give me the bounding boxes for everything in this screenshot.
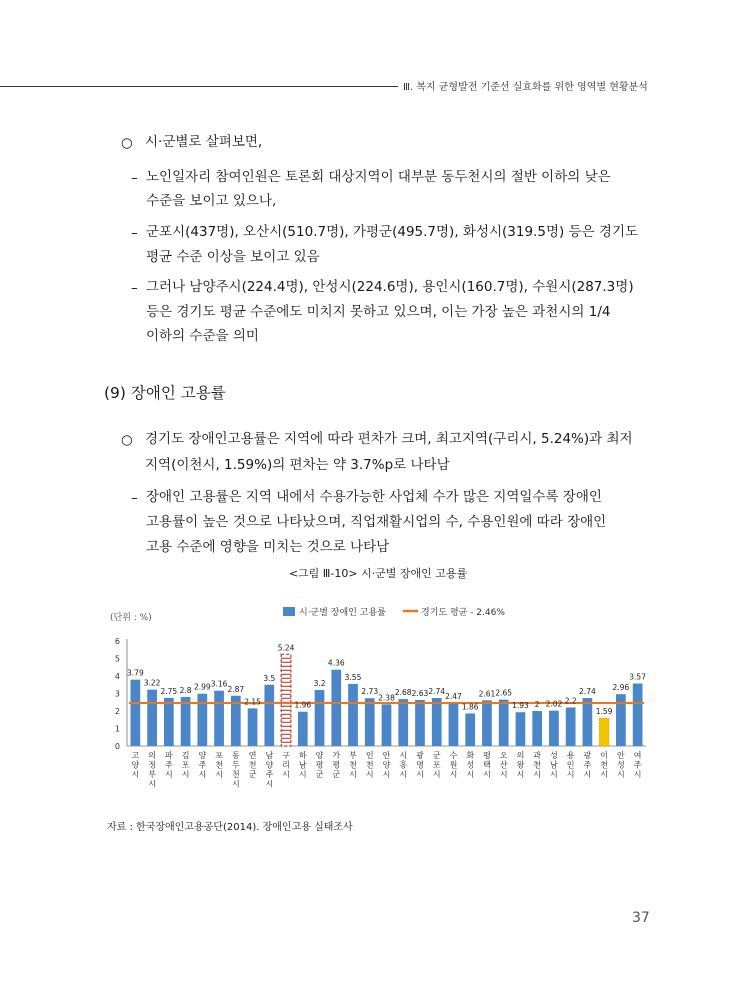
category-label: 수 원 시	[449, 751, 458, 779]
category-label: 가 평 군	[332, 751, 341, 779]
category-label: 안 양 시	[382, 751, 391, 779]
bar-value-label: 2.8	[179, 686, 192, 695]
bar	[449, 703, 459, 746]
dash-item-3-line3: 이하의 수준을 의미	[146, 328, 259, 344]
bar-value-label: 2.38	[378, 693, 395, 703]
dash-item-3-line2: 등은 경기도 평균 수준에도 미치지 못하고 있으며, 이는 가장 높은 과천시의 1/4	[146, 304, 611, 320]
bar-value-label: 1.86	[461, 702, 479, 712]
bar-value-label: 2.61	[478, 689, 496, 699]
bar	[164, 698, 174, 746]
bar-value-label: 3.5	[263, 673, 276, 683]
category-label: 오 산 시	[499, 751, 508, 779]
category-label: 연 천 군	[248, 751, 257, 779]
category-label: 동 두 천 시	[231, 751, 240, 789]
dash-item-2-line2: 평균 수준 이상을 보이고 있음	[146, 249, 320, 265]
page-number: 37	[632, 910, 650, 926]
header-rule	[0, 86, 398, 87]
bar	[549, 711, 559, 746]
category-label: 용 인 시	[566, 751, 575, 779]
bar-value-label: 2.96	[612, 683, 630, 693]
y-tick-label: 6	[114, 637, 120, 646]
bar-value-label: 3.55	[344, 672, 362, 682]
category-label: 구 리 시	[282, 751, 290, 779]
running-title: Ⅲ. 복지 균형발전 기준선 실효화를 위한 영역별 현황분석	[403, 82, 648, 93]
category-label: 양 주 시	[198, 751, 207, 779]
bar	[583, 698, 593, 746]
dash-item-1-line2: 수준을 보이고 있으나,	[146, 193, 277, 209]
paragraph-intro: 시·군별로 살펴보면,	[145, 134, 263, 150]
bar	[147, 690, 157, 746]
category-label: 김 포 시	[181, 751, 190, 779]
bar-value-label: 2.68	[394, 688, 412, 698]
bar	[264, 685, 274, 746]
dash-item-3-line1: 그러나 남양주시(224.4명), 안성시(224.6명), 용인시(160.7명), 수원시(287.3명)	[146, 279, 634, 295]
y-tick-label: 4	[114, 672, 120, 681]
category-label: 군 포 시	[432, 751, 441, 779]
dash-item-2-line1: 군포시(437명), 오산시(510.7명), 가평군(495.7명), 화성시(319.5명) 등은 경기도	[146, 224, 639, 240]
legend-bar-swatch	[283, 607, 295, 616]
y-tick-label: 2	[114, 707, 120, 716]
category-label: 의 왕 시	[516, 751, 525, 779]
dash-bullet: –	[131, 280, 138, 296]
category-label: 이 천 시	[600, 751, 609, 779]
bar-value-label: 2.65	[495, 688, 513, 698]
employment-rate-chart	[0, 590, 756, 820]
category-label: 하 남 시	[298, 751, 307, 779]
y-tick-label: 3	[114, 689, 120, 699]
y-tick-label: 1	[114, 724, 120, 734]
dash-bullet: –	[131, 170, 138, 186]
category-label: 광 명 시	[416, 751, 424, 779]
category-label: 성 남 시	[550, 751, 558, 779]
bar-max	[281, 654, 291, 746]
bar	[197, 694, 207, 746]
category-label: 파 주 시	[164, 751, 173, 779]
bar-value-label: 3.16	[210, 679, 228, 689]
bar	[382, 704, 392, 746]
bar	[566, 708, 576, 747]
category-label: 부 천 시	[349, 751, 357, 779]
bar-value-label: 2.87	[227, 684, 245, 694]
category-label: 남 양 주 시	[265, 751, 274, 789]
bar	[214, 691, 224, 746]
category-label: 안 성 시	[617, 751, 625, 779]
bullet-circle: ○	[121, 135, 133, 151]
bar	[398, 699, 408, 746]
bar	[516, 712, 526, 746]
bar	[365, 698, 375, 746]
bar-value-label: 2.74	[428, 687, 446, 697]
paragraph-employment-line2: 지역(이천시, 1.59%)의 편차는 약 3.7%p로 나타남	[145, 457, 450, 473]
y-tick-label: 0	[114, 742, 120, 751]
bar-value-label: 1.96	[294, 700, 312, 710]
bar	[415, 700, 425, 746]
bar-min	[599, 718, 609, 746]
bar	[131, 680, 141, 746]
bar-value-label: 5.24	[277, 643, 295, 653]
dash-item-4-line3: 고용 수준에 영향을 미치는 것으로 나타남	[146, 539, 390, 555]
category-label: 고 양 시	[131, 751, 140, 779]
bar-value-label: 3.22	[143, 678, 161, 688]
bar-value-label: 2.02	[545, 699, 563, 709]
bar	[181, 697, 191, 746]
bar	[348, 684, 358, 746]
bar	[248, 708, 258, 746]
category-label: 시 흥 시	[399, 751, 408, 779]
bar-value-label: 2.47	[445, 691, 462, 701]
bar-value-label: 4.36	[327, 658, 345, 668]
bar	[499, 700, 509, 746]
bar	[331, 670, 341, 746]
bar-value-label: 1.93	[512, 701, 529, 711]
bar-value-label: 2.75	[160, 686, 178, 696]
bar	[298, 712, 308, 746]
dash-item-4-line2: 고용률이 높은 것으로 나타났으며, 직업재활시업의 수, 수용인원에 따라 장애인	[146, 514, 607, 530]
bar-value-label: 2	[534, 700, 540, 709]
category-label: 인 천 시	[365, 751, 374, 779]
section-title: (9) 장애인 고용률	[104, 384, 226, 402]
bar-value-label: 2.74	[579, 687, 596, 697]
legend-line-label: 경기도 평균 - 2.46%	[421, 608, 505, 618]
category-label: 포 천 시	[215, 751, 223, 779]
bar-value-label: 2.73	[361, 687, 379, 697]
figure-caption: <그림 Ⅲ-10> 시·군별 장애인 고용률	[288, 567, 468, 580]
bar	[315, 690, 325, 746]
paragraph-employment-line1: 경기도 장애인고용률은 지역에 따라 편차가 크며, 최고지역(구리시, 5.24%)과 최저	[145, 431, 633, 447]
category-label: 여 주 시	[633, 751, 642, 779]
bar-value-label: 2.99	[193, 682, 211, 692]
category-label: 과 천 시	[533, 751, 542, 779]
chart-unit-label: (단위 : %)	[110, 613, 152, 623]
bar	[482, 700, 492, 746]
bar-value-label: 3.57	[629, 672, 646, 682]
bar-value-label: 2.2	[564, 696, 577, 706]
bar-value-label: 1.59	[595, 707, 613, 717]
category-label: 의 정 부 시	[148, 751, 156, 789]
y-tick-label: 5	[114, 654, 120, 664]
bar-value-label: 3.79	[127, 668, 144, 678]
bar	[633, 684, 643, 746]
legend-bar-label: 시·군별 장애인 고용률	[299, 608, 386, 618]
category-label: 양 평 군	[315, 751, 324, 779]
bar-value-label: 3.2	[313, 679, 326, 688]
bullet-circle: ○	[121, 432, 133, 448]
bar	[532, 711, 542, 746]
category-label: 화 성 시	[466, 751, 475, 779]
bar-value-label: 2.63	[411, 688, 429, 698]
bar	[432, 698, 442, 746]
category-label: 광 주 시	[583, 751, 592, 779]
dash-bullet: –	[131, 490, 138, 506]
source-note: 자료 : 한국장애인고용공단(2014). 장애인고용 실태조사	[107, 822, 353, 833]
dash-bullet: –	[131, 225, 138, 241]
dash-item-4-line1: 장애인 고용률은 지역 내에서 수용가능한 사업체 수가 많은 지역일수록 장애인	[146, 489, 602, 505]
dash-item-1-line1: 노인일자리 참여인원은 토론회 대상지역이 대부분 동두천시의 절반 이하의 낮은	[146, 169, 611, 185]
category-label: 평 택 시	[483, 751, 491, 779]
bar-value-label: 2.15	[244, 697, 261, 707]
bar	[465, 713, 475, 746]
